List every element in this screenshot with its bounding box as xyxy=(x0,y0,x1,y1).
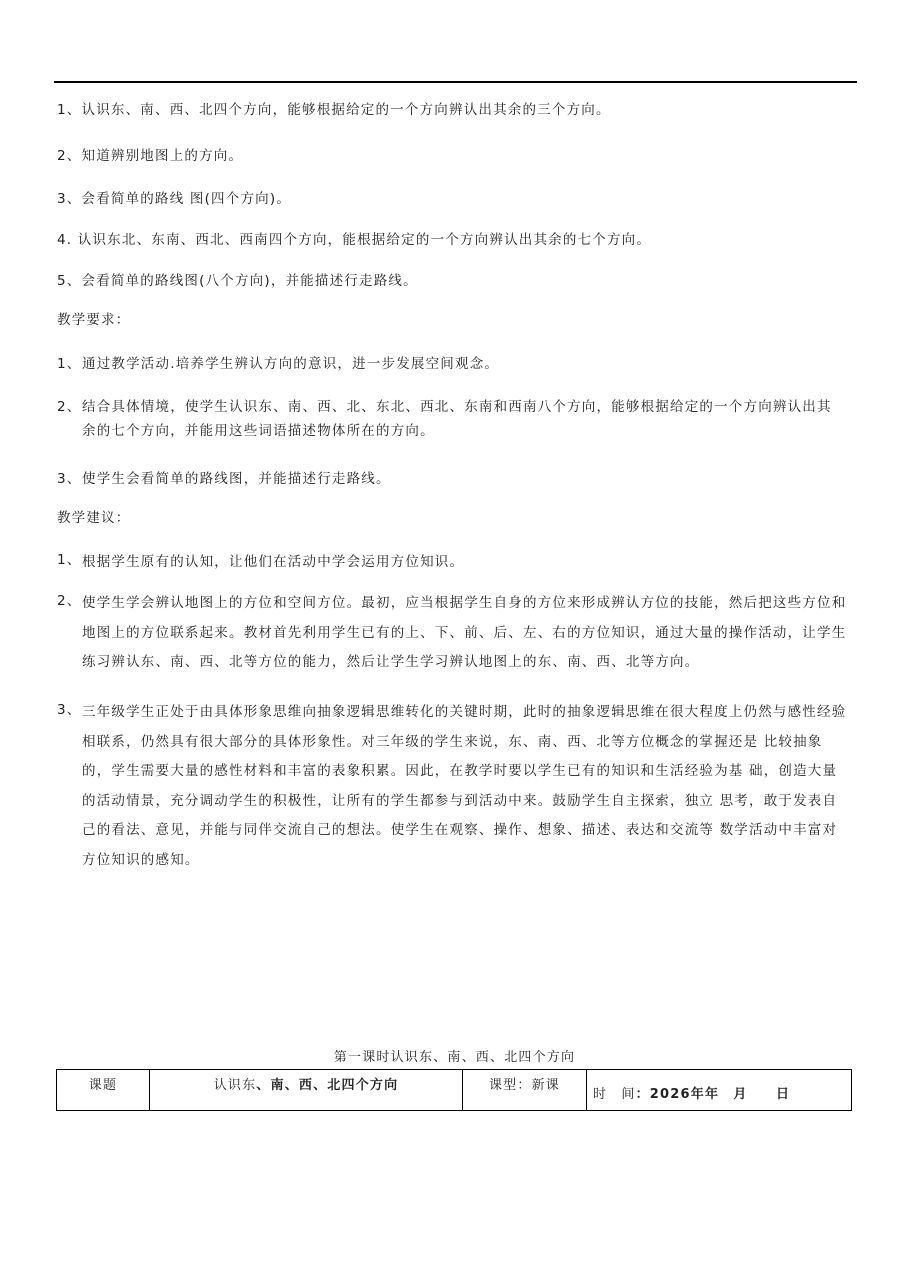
lesson-title: 第一课时认识东、南、西、北四个方向 xyxy=(333,1050,576,1065)
requirement-item xyxy=(57,395,847,443)
lesson-type: 课型：新课 xyxy=(488,1078,560,1093)
suggestions-heading: 教学建议： xyxy=(57,510,131,526)
requirements-heading: 教学要求： xyxy=(57,312,131,328)
topic-bold: 、南、西、北四个方向 xyxy=(256,1078,399,1093)
item-text: 通过教学活动.培养学生辨认方向的意识，进一步发展空间观念。 xyxy=(82,356,500,372)
item-number: 3、 xyxy=(57,702,82,718)
topic-label: 课题 xyxy=(88,1078,118,1093)
item-number: 3、 xyxy=(57,471,82,487)
objective-1: 1、认识东、南、西、北四个方向，能够根据给定的一个方向辨认出其余的三个方向。 xyxy=(57,102,611,118)
item-number: 2、 xyxy=(57,593,82,609)
item-text: 三年级学生正处于由具体形象思维向抽象逻辑思维转化的关键时期，此时的抽象逻辑思维在很大程度上仍然与感性经验相联系，仍然具有很大部分的具体形象性。对三年级的学生来说，东、南、西、北等方位概念的掌握还是 比较抽象的，学生需要大量的感性材料和丰富的表象积累。因此，在教学时要以学生已有的知识和生活经验为基 础，创造大量的活动情景，充分调动学生的积极性，让所有的学生都参与到活动中来。鼓励学生自主探索，独立 思考，敢于发表自己的看法、意见，并能与同伴交流自己的想法。使学生在观察、操作、想象、描述、表达和交流等 数学活动中丰富对方位知识的感知。 xyxy=(82,704,847,868)
requirement-item xyxy=(57,467,847,491)
item-text: 使学生学会辨认地图上的方位和空间方位。最初，应当根据学生自身的方位来形成辨认方位的技能，然后把这些方位和地图上的方位联系起来。教材首先利用学生已有的上、下、前、后、左、右的方位知识，通过大量的操作活动，让学生练习辨认东、南、西、北等方位的能力，然后让学生学习辨认地图上的东、南、西、北等方向。 xyxy=(82,595,847,670)
item-text: 使学生会看简单的路线图，并能描述行走路线。 xyxy=(82,471,391,487)
topic-prefix: 认识东 xyxy=(213,1078,257,1093)
time-label: 时 间 xyxy=(593,1087,636,1102)
suggestion-item xyxy=(57,548,847,578)
objective-2: 2、知道辨别地图上的方向。 xyxy=(57,148,244,164)
objective-4: 4. 认识东北、东南、西北、西南四个方向，能根据给定的一个方向辨认出其余的七个方向。 xyxy=(57,232,652,248)
topic-cell xyxy=(150,1070,463,1111)
topic-label-cell xyxy=(57,1070,150,1111)
item-text: 根据学生原有的认知，让他们在活动中学会运用方位知识。 xyxy=(82,554,465,570)
header-rule xyxy=(54,81,857,83)
item-text: 结合具体情境，使学生认识东、南、西、北、东北、西北、东南和西南八个方向，能够根据给定的一个方向辨认出其 余的七个方向，并能用这些词语描述物体所在的方向。 xyxy=(82,399,832,439)
lesson-info-table xyxy=(56,1069,852,1111)
objective-3: 3、会看简单的路线 图(四个方向)。 xyxy=(57,191,292,207)
requirement-item xyxy=(57,352,847,376)
item-number: 1、 xyxy=(57,552,82,568)
time-cell xyxy=(587,1070,852,1111)
item-number: 1、 xyxy=(57,356,82,372)
lesson-type-cell xyxy=(463,1070,587,1111)
item-number: 2、 xyxy=(57,399,82,415)
table-row xyxy=(57,1070,852,1111)
objective-5: 5、会看简单的路线图(八个方向)，并能描述行走路线。 xyxy=(57,273,418,289)
suggestion-item xyxy=(57,589,847,678)
time-value: ：2026年年 月 日 xyxy=(635,1087,791,1102)
suggestion-item xyxy=(57,698,847,875)
